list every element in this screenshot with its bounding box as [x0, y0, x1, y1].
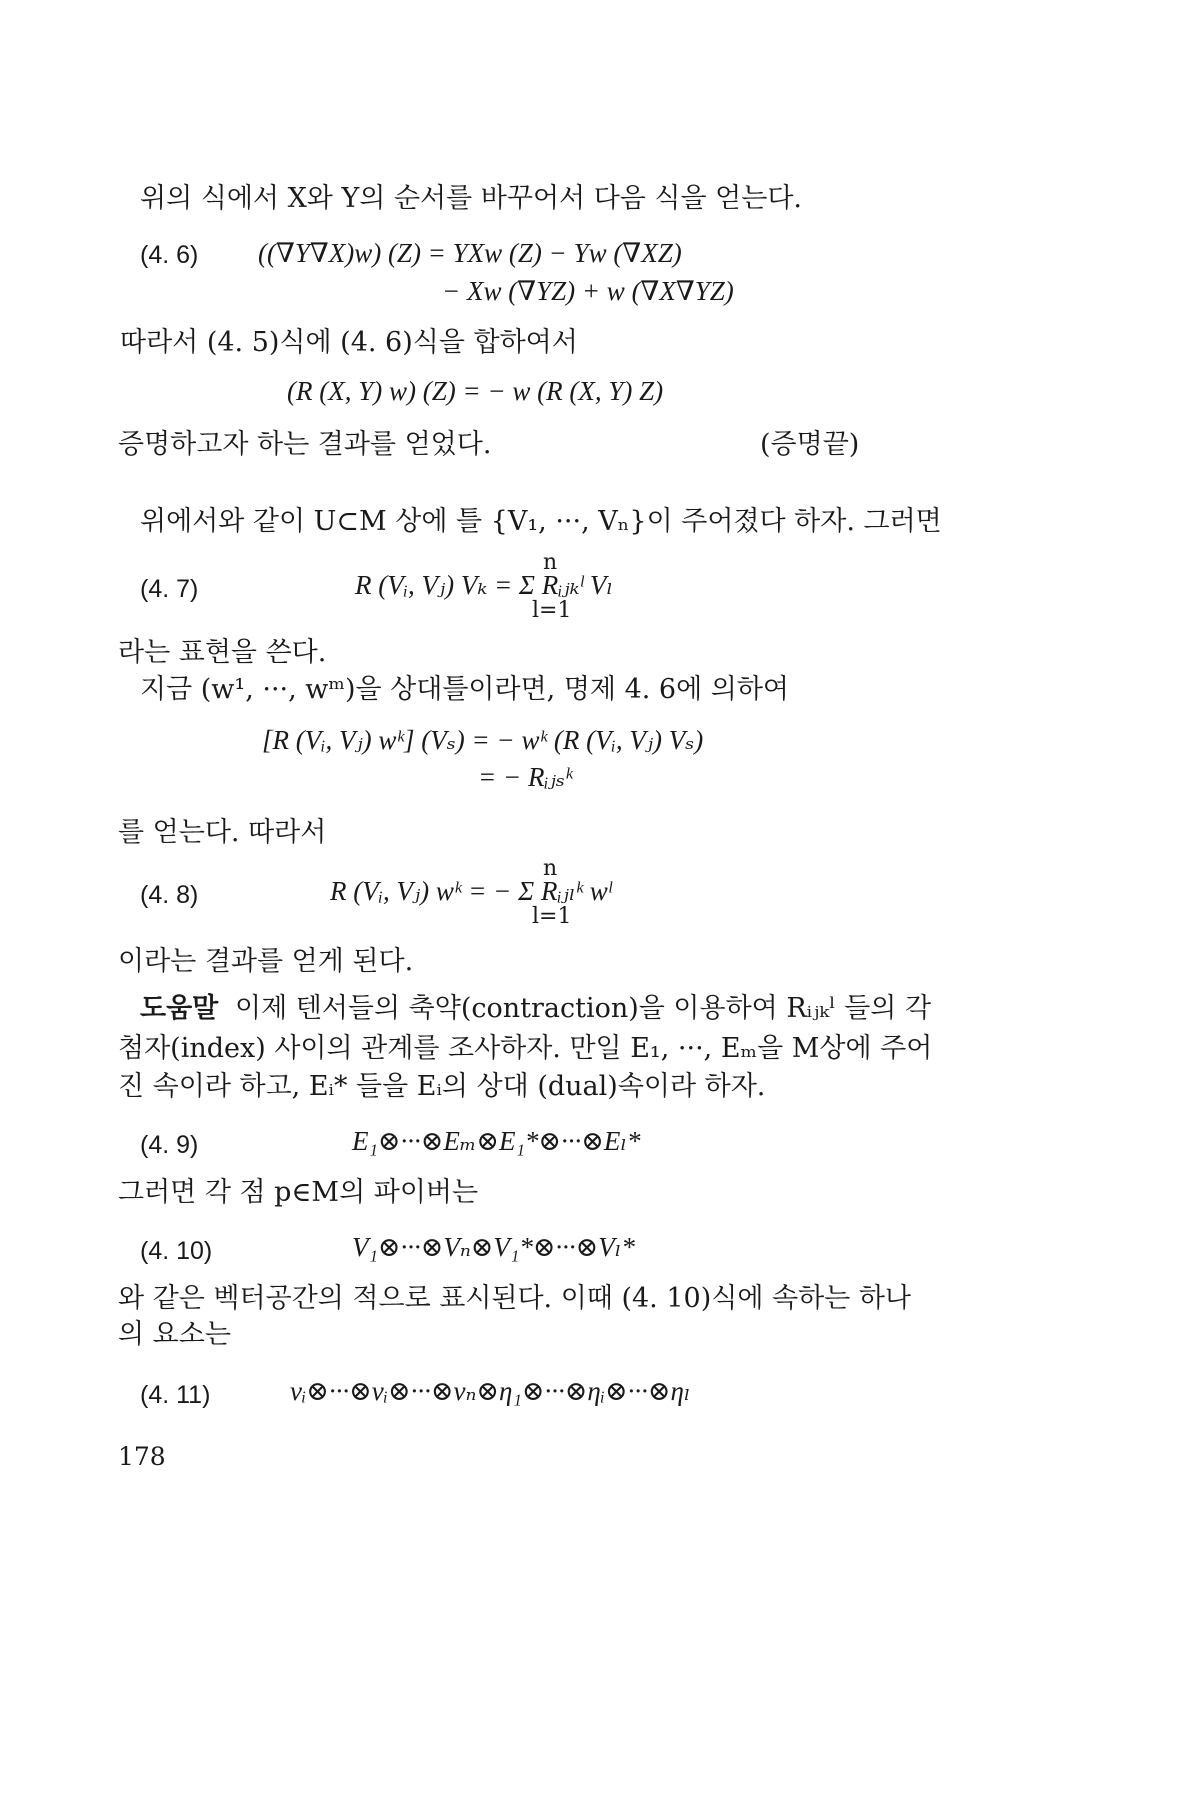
text-line: 위에서와 같이 U⊂M 상에 틀 {V₁, ···, Vₙ}이 주어졌다 하자. 그러면 [140, 506, 942, 537]
equation: ((∇Y∇X)w) (Z) = YXw (Z) − Yw (∇XZ) [258, 238, 682, 268]
equation: R (Vᵢ, Vⱼ) Vₖ = Σ Rᵢⱼₖˡ Vₗ [355, 570, 613, 600]
text-line: 이라는 결과를 얻게 된다. [118, 946, 414, 977]
equation: R (Vᵢ, Vⱼ) wᵏ = − Σ Rᵢⱼₗᵏ wˡ [330, 876, 612, 906]
equation-number: (4. 8) [140, 881, 199, 909]
text-line: 지금 (w¹, ···, wᵐ)을 상대틀이라면, 명제 4. 6에 의하여 [140, 674, 789, 705]
summation-lower-limit: l=1 [532, 598, 572, 623]
equation: V₁⊗···⊗Vₙ⊗V₁*⊗···⊗Vₗ* [352, 1232, 635, 1262]
equation-number: (4. 6) [140, 241, 199, 269]
text-line: 첨자(index) 사이의 관계를 조사하자. 만일 E₁, ···, Eₘ을 M상에 주어 [118, 1033, 933, 1064]
text-line: 증명하고자 하는 결과를 얻었다. [118, 429, 492, 460]
text-line: 그러면 각 점 p∈M의 파이버는 [118, 1177, 479, 1208]
text-line: 와 같은 벡터공간의 적으로 표시된다. 이때 (4. 10)식에 속하는 하나 [118, 1283, 911, 1314]
equation: = − Rᵢⱼₛᵏ [478, 762, 573, 792]
equation-number: (4. 7) [140, 575, 199, 603]
equation-number: (4. 10) [140, 1237, 213, 1265]
equation: E₁⊗···⊗Eₘ⊗E₁*⊗···⊗Eₗ* [352, 1126, 641, 1156]
text-line: 의 요소는 [118, 1319, 231, 1350]
text-line: 라는 표현을 쓴다. [118, 637, 327, 668]
equation-number: (4. 11) [140, 1381, 211, 1409]
qed-mark: (증명끝) [760, 429, 860, 460]
text-line: 위의 식에서 X와 Y의 순서를 바꾸어서 다음 식을 얻는다. [140, 183, 803, 214]
summation-lower-limit: l=1 [532, 904, 572, 929]
equation: (R (X, Y) w) (Z) = − w (R (X, Y) Z) [287, 376, 664, 406]
text-line: 따라서 (4. 5)식에 (4. 6)식을 합하여서 [120, 327, 578, 358]
equation: [R (Vᵢ, Vⱼ) wᵏ] (Vₛ) = − wᵏ (R (Vᵢ, Vⱼ) Vₛ) [262, 725, 704, 755]
page-number: 178 [118, 1442, 166, 1471]
text-line: 이제 텐서들의 축약(contraction)을 이용하여 Rᵢⱼₖˡ 들의 각 [235, 993, 932, 1024]
equation: vᵢ⊗···⊗vᵢ⊗···⊗vₙ⊗η₁⊗···⊗ηᵢ⊗···⊗ηₗ [290, 1376, 691, 1406]
equation: − Xw (∇YZ) + w (∇X∇YZ) [442, 276, 734, 306]
note-label: 도움말 [140, 993, 219, 1024]
summation-upper-limit: n [543, 550, 558, 575]
text-line: 진 속이라 하고, Eᵢ* 들을 Eᵢ의 상대 (dual)속이라 하자. [118, 1071, 766, 1102]
text-line: 를 얻는다. 따라서 [118, 817, 327, 848]
equation-number: (4. 9) [140, 1131, 199, 1159]
summation-upper-limit: n [543, 856, 558, 881]
